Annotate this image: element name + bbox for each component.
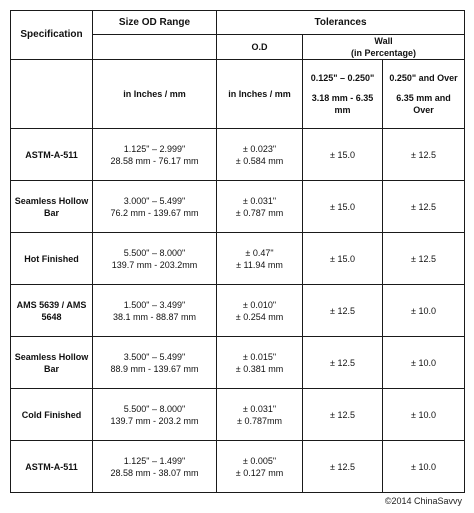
size-range-cell <box>93 181 217 233</box>
header-size-units: in Inches / mm <box>93 60 217 129</box>
wall-tolerance-1-cell: ± 15.0 <box>303 233 383 285</box>
size-range-cell <box>93 389 217 441</box>
od-tolerance-cell <box>217 233 303 285</box>
header-row-1 <box>11 11 465 35</box>
spec-cell: Hot Finished <box>11 233 93 285</box>
size-mm: 139.7 mm - 203.2mm <box>111 259 198 270</box>
od-tolerance-cell <box>217 441 303 493</box>
spec-cell: Seamless Hollow Bar <box>11 181 93 233</box>
spec-cell: ASTM-A-511 <box>11 129 93 181</box>
size-in: 5.500" – 8.000" <box>123 403 186 414</box>
header-specification: Specification <box>11 11 93 60</box>
wall-tolerance-2-cell: ± 10.0 <box>383 285 465 337</box>
wall-tolerance-1-cell: ± 12.5 <box>303 441 383 493</box>
header-wall-range-2 <box>383 60 465 129</box>
wall-tolerance-2-cell: ± 12.5 <box>383 129 465 181</box>
wall-tolerance-2-cell: ± 12.5 <box>383 181 465 233</box>
size-in: 1.125" – 2.999" <box>123 143 186 154</box>
table-row <box>11 389 465 441</box>
header-size-od-range: Size OD Range <box>93 11 217 35</box>
header-wall-subtitle: (in Percentage) <box>350 48 417 59</box>
size-range-cell <box>93 337 217 389</box>
od-mm: ± 11.94 mm <box>236 259 283 270</box>
wall-tolerance-1-cell: ± 12.5 <box>303 337 383 389</box>
size-mm: 139.7 mm - 203.2 mm <box>110 415 199 426</box>
header-wall-title: Wall <box>374 36 393 46</box>
header-wall-range-1-in: 0.125" – 0.250" <box>310 73 375 84</box>
od-mm: ± 0.584 mm <box>235 155 284 166</box>
tolerance-table <box>10 10 465 493</box>
size-mm: 76.2 mm - 139.67 mm <box>110 207 199 218</box>
od-mm: ± 0.787 mm <box>235 207 284 218</box>
wall-tolerance-1-cell: ± 12.5 <box>303 285 383 337</box>
od-tolerance-cell <box>217 389 303 441</box>
spec-cell: AMS 5639 / AMS 5648 <box>11 285 93 337</box>
size-in: 1.500" – 3.499" <box>123 299 186 310</box>
header-spec-blank <box>11 60 93 129</box>
size-in: 3.500" – 5.499" <box>123 351 186 362</box>
od-mm: ± 0.254 mm <box>235 311 284 322</box>
wall-tolerance-2-cell: ± 10.0 <box>383 389 465 441</box>
table-row <box>11 441 465 493</box>
od-in: ± 0.47" <box>245 247 274 258</box>
table-row <box>11 337 465 389</box>
header-wall-range-2-mm: 6.35 mm and Over <box>396 93 451 116</box>
size-mm: 88.9 mm - 139.67 mm <box>110 363 199 374</box>
od-mm: ± 0.381 mm <box>235 363 284 374</box>
wall-tolerance-1-cell: ± 15.0 <box>303 129 383 181</box>
od-tolerance-cell <box>217 181 303 233</box>
od-in: ± 0.015" <box>242 351 277 362</box>
size-mm: 28.58 mm - 38.07 mm <box>110 467 199 478</box>
od-in: ± 0.031" <box>242 403 277 414</box>
wall-tolerance-2-cell: ± 10.0 <box>383 337 465 389</box>
od-mm: ± 0.787mm <box>237 415 282 426</box>
od-tolerance-cell <box>217 337 303 389</box>
header-size-blank <box>93 35 217 60</box>
header-od: O.D <box>217 35 303 60</box>
header-tolerances: Tolerances <box>217 11 465 35</box>
header-od-units: in Inches / mm <box>217 60 303 129</box>
size-in: 3.000" – 5.499" <box>123 195 186 206</box>
table-row <box>11 129 465 181</box>
od-in: ± 0.005" <box>242 455 277 466</box>
wall-tolerance-1-cell: ± 12.5 <box>303 389 383 441</box>
size-mm: 28.58 mm - 76.17 mm <box>110 155 199 166</box>
od-tolerance-cell <box>217 129 303 181</box>
spec-cell: Seamless Hollow Bar <box>11 337 93 389</box>
od-mm: ± 0.127 mm <box>235 467 284 478</box>
wall-tolerance-2-cell: ± 12.5 <box>383 233 465 285</box>
header-wall-range-1 <box>303 60 383 129</box>
od-in: ± 0.023" <box>242 143 277 154</box>
header-wall <box>303 35 465 60</box>
od-tolerance-cell <box>217 285 303 337</box>
size-range-cell <box>93 285 217 337</box>
size-mm: 38.1 mm - 88.87 mm <box>112 311 197 322</box>
size-in: 1.125" – 1.499" <box>123 455 186 466</box>
table-row <box>11 285 465 337</box>
wall-tolerance-2-cell: ± 10.0 <box>383 441 465 493</box>
od-in: ± 0.010" <box>242 299 277 310</box>
header-row-3 <box>11 60 465 129</box>
size-range-cell <box>93 233 217 285</box>
header-wall-range-2-in: 0.250" and Over <box>389 73 458 84</box>
wall-tolerance-1-cell: ± 15.0 <box>303 181 383 233</box>
spec-cell: ASTM-A-511 <box>11 441 93 493</box>
size-range-cell <box>93 441 217 493</box>
od-in: ± 0.031" <box>242 195 277 206</box>
spec-cell: Cold Finished <box>11 389 93 441</box>
size-range-cell <box>93 129 217 181</box>
size-in: 5.500" – 8.000" <box>123 247 186 258</box>
copyright-footer: ©2014 ChinaSavvy <box>384 496 462 506</box>
header-wall-range-1-mm: 3.18 mm - 6.35 mm <box>311 93 374 116</box>
table-row <box>11 181 465 233</box>
table-row <box>11 233 465 285</box>
